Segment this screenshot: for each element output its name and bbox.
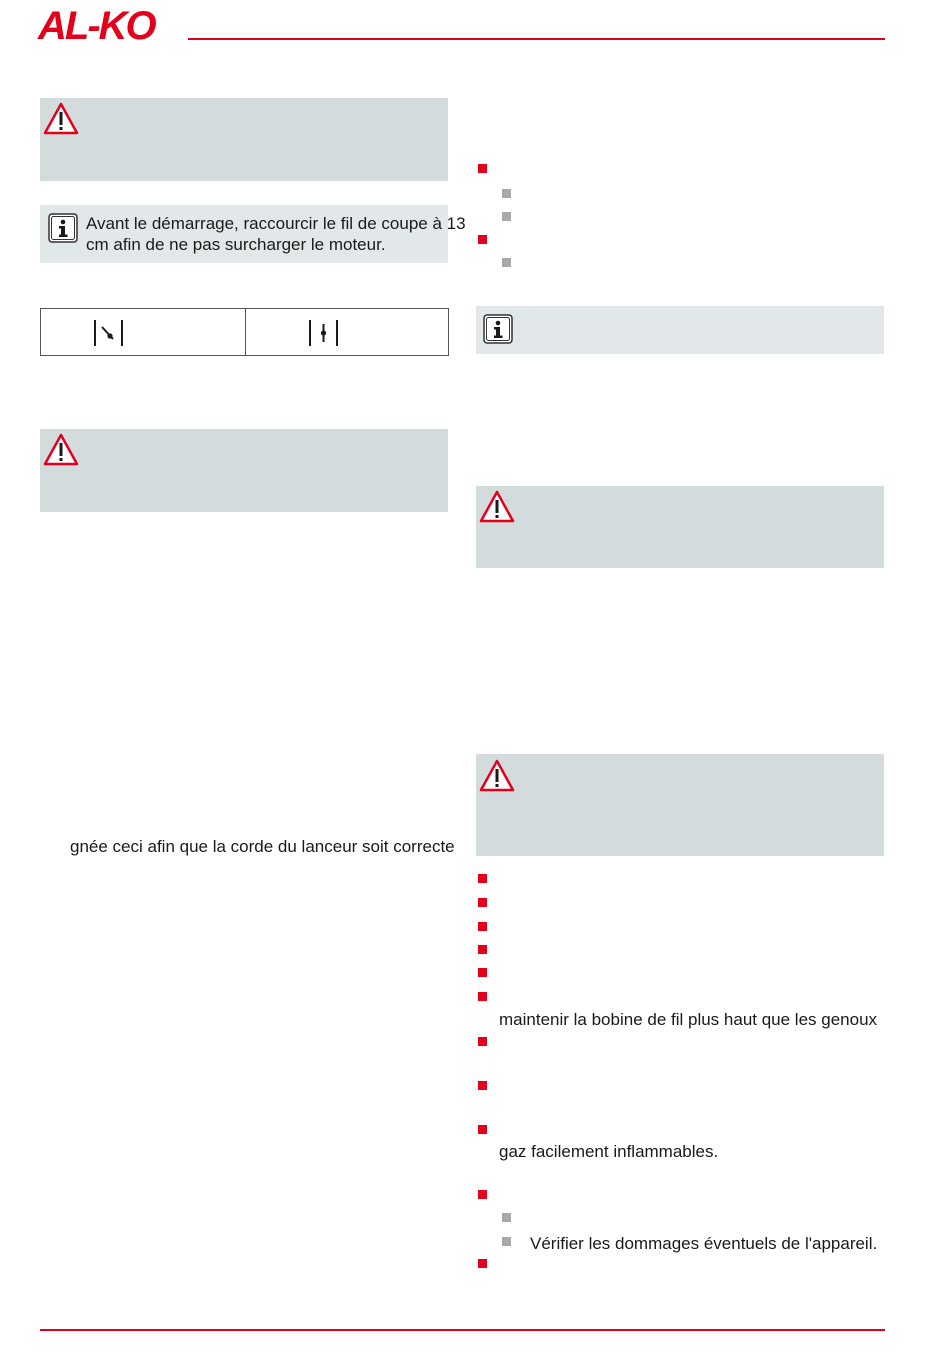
brand-logo: AL-KO — [38, 4, 155, 48]
warning-box-1 — [40, 98, 448, 181]
warning-triangle-icon — [479, 759, 515, 793]
text-verifier: Vérifier les dommages éventuels de l'appareil. — [530, 1234, 878, 1253]
warning-box-right-2 — [476, 754, 884, 856]
text-bobine: maintenir la bobine de fil plus haut que les genoux — [499, 1010, 878, 1029]
bullet-grey — [502, 1213, 511, 1222]
warning-box-2 — [40, 429, 448, 512]
info-box-right — [476, 306, 884, 354]
info-box-1 — [40, 205, 466, 263]
bullet-red — [478, 992, 487, 1001]
bullet-grey — [502, 1237, 511, 1246]
bullet-red — [478, 1081, 487, 1090]
bullet-red — [478, 1190, 487, 1199]
choke-cell-open — [246, 309, 450, 355]
warning-box-right-1 — [476, 486, 884, 568]
footer-rule — [40, 1329, 885, 1331]
bullet-grey — [502, 189, 511, 198]
bullet-red — [478, 1259, 487, 1268]
info-icon — [48, 213, 78, 243]
warning-triangle-icon — [479, 490, 515, 524]
bullet-red — [478, 922, 487, 931]
choke-table — [40, 308, 449, 356]
warning-triangle-icon — [43, 433, 79, 467]
info-text-line-1: Avant le démarrage, raccourcir le fil de coupe à 13 — [86, 214, 466, 233]
header-rule — [188, 38, 885, 40]
info-text-line-2: cm afin de ne pas surcharger le moteur. — [86, 235, 386, 254]
choke-cell-closed — [41, 309, 245, 355]
choke-closed-icon — [93, 319, 125, 347]
bullet-grey — [502, 258, 511, 267]
bullet-red — [478, 898, 487, 907]
bullet-red — [478, 874, 487, 883]
bullet-red — [478, 164, 487, 173]
text-gaz: gaz facilement inflammables. — [499, 1142, 719, 1161]
choke-open-icon — [308, 319, 340, 347]
bullet-red — [478, 945, 487, 954]
info-icon — [483, 314, 513, 344]
bullet-red — [478, 1125, 487, 1134]
bullet-grey — [502, 212, 511, 221]
bullet-red — [478, 968, 487, 977]
warning-triangle-icon — [43, 102, 79, 136]
bullet-red — [478, 1037, 487, 1046]
text-fragment-lanceur: gnée ceci afin que la corde du lanceur soit correcte — [70, 837, 455, 856]
bullet-red — [478, 235, 487, 244]
